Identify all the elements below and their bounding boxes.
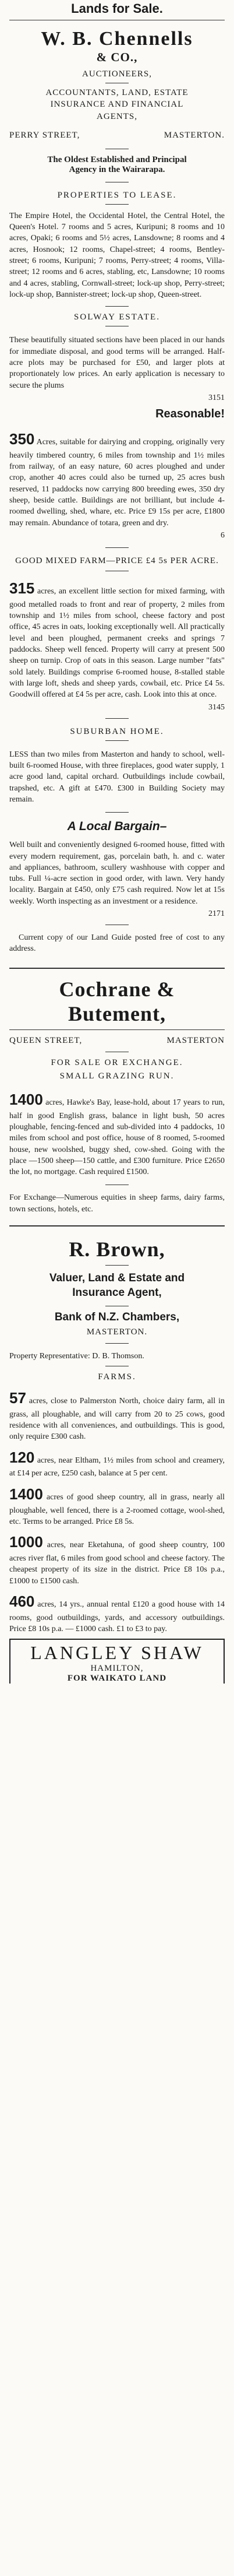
properties-heading: PROPERTIES TO LEASE. bbox=[57, 190, 177, 200]
brown-bank: Bank of N.Z. Chambers, bbox=[54, 1311, 180, 1324]
langley-heading: FOR WAIKATO LAND bbox=[67, 1673, 167, 1683]
agents-line: ACCOUNTANTS, LAND, ESTATE bbox=[45, 88, 189, 98]
farm-listing bbox=[9, 1484, 225, 1528]
sale-subheading: SMALL GRAZING RUN. bbox=[59, 1071, 175, 1081]
farm-text: acres, 14 yrs., annual rental £120 a good house with 14 rooms, good outbuildings, yards, and accessory outbuildings. Price £8 10s p.a. — £1000 cash. £1 to £3 to pay. bbox=[9, 1600, 225, 1634]
firm-co: & CO., bbox=[96, 50, 138, 65]
solway-ref: 3151 bbox=[208, 393, 225, 402]
farms-heading: FARMS. bbox=[98, 1372, 136, 1382]
farm-listing bbox=[9, 1532, 225, 1587]
divider bbox=[105, 1343, 129, 1344]
farm-acres: 460 bbox=[9, 1593, 35, 1611]
langley-advert bbox=[9, 1639, 225, 1684]
suburban-heading: SUBURBAN HOME. bbox=[70, 726, 164, 736]
address-street: PERRY STREET, bbox=[9, 130, 80, 140]
address-town: MASTERTON. bbox=[164, 130, 225, 140]
divider bbox=[105, 740, 129, 741]
properties-text: The Empire Hotel, the Occidental Hotel, the Central Hotel, the Queen's Hotel. 7 rooms and 5 acres, Kuripuni; 8 rooms and 10 acres, Opaki; 6 rooms and 5½ acres, Lansdowne; 8 rooms and 4 acres, Hosnook; 12 rooms, Chapel-street; 4 rooms, Bentley-street; 6 rooms, Kuripuni; 7 rooms, Perry-street; 4 rooms, Villa-street; 12 rooms and 6 acres, stabling, etc, Lansdowne; 10 rooms and 4 acres, stabling, Cornwall-street; lock-up shop, Perry-street; lock-up shop, Bannister-street; lock-up shop, Queen-street. bbox=[9, 211, 225, 300]
farm-350-ref: 6 bbox=[221, 530, 225, 540]
solway-heading: SOLWAY ESTATE. bbox=[74, 312, 160, 322]
mixed-farm-heading: GOOD MIXED FARM—PRICE £4 5s PER ACRE. bbox=[15, 556, 219, 565]
column-heading: Lands for Sale. bbox=[71, 1, 163, 16]
agents-line: AGENTS, bbox=[97, 111, 137, 121]
divider bbox=[105, 204, 129, 205]
divider bbox=[105, 547, 129, 548]
agents-line: INSURANCE AND FINANCIAL bbox=[50, 100, 184, 110]
divider bbox=[105, 1265, 129, 1266]
run-1400-acres: 1400 bbox=[9, 1090, 43, 1108]
cochrane-advert bbox=[9, 977, 225, 1215]
bargain-text: Well built and conveniently designed 6-roomed house, fitted with every modern requirement, gas, porcelain bath, h. and c. water and appliances, bathroom, scullery washhouse with copper and tubs. Full ¼-acre section in good order, with lawn. Very handy locality. Bargain at £450, only £75 cash required. Now let at 15s weekly. Worth inspecting as an investment or a residence. bbox=[9, 841, 225, 906]
solway-text: These beautifully situated sections have been placed in our hands for immediate disposal, and good terms will be arranged. Half-acre plots may be purchased for £50, and larger plots at proportionately low prices. An early application is necessary to secure the plums bbox=[9, 336, 225, 390]
farm-315-ref: 3145 bbox=[208, 702, 225, 712]
firm-name: R. Brown, bbox=[69, 1238, 165, 1261]
farm-315 bbox=[9, 578, 225, 701]
oldest-line: Agency in the Wairarapa. bbox=[69, 164, 165, 174]
address-town: MASTERTON bbox=[166, 1035, 225, 1045]
firm-name: Cochrane & Butement, bbox=[59, 977, 175, 1025]
farm-acres: 57 bbox=[9, 1389, 26, 1407]
divider bbox=[105, 306, 129, 307]
sale-heading: FOR SALE OR EXCHANGE. bbox=[51, 1057, 183, 1067]
exchange-text: For Exchange—Numerous equities in sheep farms, dairy farms, town sections, hotels, etc. bbox=[9, 1193, 225, 1214]
run-1400-text: acres, Hawke's Bay, lease-hold, about 17 years to run, half in good English grass, balance in light bush, 50 acres ploughable, fencing-fenced and sub-divided into 4 paddocks, 10 miles from school and post office, house of 8 roomed, 5-roomed house, new woolshed, buggy shed, cow-shed. Going with the place —1500 sheep—150 cattle, and £300 furniture. Price £2650 the lot, no mortgage. Cash required £1500. bbox=[9, 1098, 225, 1177]
reasonable-heading: Reasonable! bbox=[155, 407, 225, 420]
farm-listing bbox=[9, 1388, 225, 1443]
divider bbox=[9, 968, 225, 969]
bargain-ref: 2171 bbox=[208, 909, 225, 919]
farm-350-text: Acres, suitable for dairying and cropping, originally very heavily timbered country, 6 miles from township and 1½ miles from railway, of an easy nature, 60 acres ploughed and under crop, another 40 acres could also be turned up, 25 acres bush reserved, 11 paddocks now carrying 800 breeding ewes, 350 dry sheep, beside cattle. Buildings are not brilliant, but include 4-roomed dwelling, shed, whare, etc. Price £9 15s per acre, £1800 may remain. Abundance of totara, green and dry. bbox=[9, 437, 225, 528]
firm-name: LANGLEY SHAW bbox=[30, 1642, 204, 1663]
farm-listing bbox=[9, 1591, 225, 1635]
chennells-advert bbox=[9, 27, 225, 955]
farm-350 bbox=[9, 429, 225, 529]
brown-advert bbox=[9, 1237, 225, 1635]
firm-role: AUCTIONEERS, bbox=[82, 69, 152, 79]
farm-listing bbox=[9, 1447, 225, 1479]
divider bbox=[9, 1225, 225, 1227]
brown-subtitle: Valuer, Land & Estate and bbox=[49, 1272, 185, 1285]
farm-315-text: acres, an excellent little section for mixed farming, with good metalled roads to front and rear of property, 2 miles from township and 1½ miles from school, cheese factory and post office, 45 acres in oats, looking exceptionally well. All practically level and been ploughed, permanent creeks and springs 7 paddocks. Sheep well fenced. Property will carry at present 500 sheep on turnip. Crop of oats in this season. Large number "fats" sold lately. Buildings comprise 6-roomed house, 8-stalled stable with large loft, sheds and sheep yards, cowbail, etc. Price £4 5s. Goodwill offered at £4 5s per acre, cash. Look into this at once. bbox=[9, 586, 225, 700]
farm-315-acres: 315 bbox=[9, 579, 35, 597]
newspaper-column bbox=[0, 1, 234, 2576]
bargain-heading: A Local Bargain– bbox=[67, 820, 167, 834]
farm-acres: 120 bbox=[9, 1448, 35, 1466]
address-row bbox=[9, 131, 225, 140]
farm-350-acres: 350 bbox=[9, 430, 35, 448]
farm-acres: 1000 bbox=[9, 1533, 43, 1551]
address-street: QUEEN STREET, bbox=[9, 1035, 83, 1045]
divider bbox=[105, 718, 129, 719]
brown-subtitle: Insurance Agent, bbox=[72, 1286, 162, 1299]
land-guide-text: Current copy of our Land Guide posted free of cost to any address. bbox=[9, 933, 225, 954]
divider bbox=[9, 1029, 225, 1030]
brown-representative: Property Representative: D. B. Thomson. bbox=[9, 1352, 144, 1361]
address-row bbox=[9, 1036, 225, 1046]
farm-acres: 1400 bbox=[9, 1485, 43, 1503]
farm-text: acres, near Eketahuna, of good sheep country, 100 acres river flat, 6 miles from good school and cheese factory. The cheapest property of its size in the district. Price £8 10s p.a., £1000 to £1500 cash. bbox=[9, 1541, 225, 1586]
farm-text: acres, near Eltham, 1½ miles from school and creamery, at £14 per acre, £250 cash, balance at 5 per cent. bbox=[9, 1456, 225, 1478]
langley-town: HAMILTON, bbox=[90, 1663, 144, 1673]
divider bbox=[105, 812, 129, 813]
brown-town: MASTERTON. bbox=[86, 1327, 148, 1337]
suburban-text: LESS than two miles from Masterton and handy to school, well-built 6-roomed House, with three fireplaces, good water supply, 1 acre good land, capital orchard. Outbuildings include cowbail, trapshed, etc. A gift at £470. £300 in Building Society may remain. bbox=[9, 750, 225, 804]
firm-name: W. B. Chennells bbox=[41, 28, 193, 50]
farm-text: acres, close to Palmerston North, choice dairy farm, all in grass, all ploughable, and will carry from 20 to 25 cows, good residence with all conveniences, and outbuildings. This is good, only require £300 cash. bbox=[9, 1396, 225, 1442]
run-1400 bbox=[9, 1090, 225, 1178]
farm-text: acres of good sheep country, all in grass, nearly all ploughable, well fenced, there is a 2-roomed cottage, wool-shed, etc. Terms to be arranged. Price £8 5s. bbox=[9, 1492, 225, 1526]
oldest-line: The Oldest Established and Principal bbox=[47, 154, 187, 164]
